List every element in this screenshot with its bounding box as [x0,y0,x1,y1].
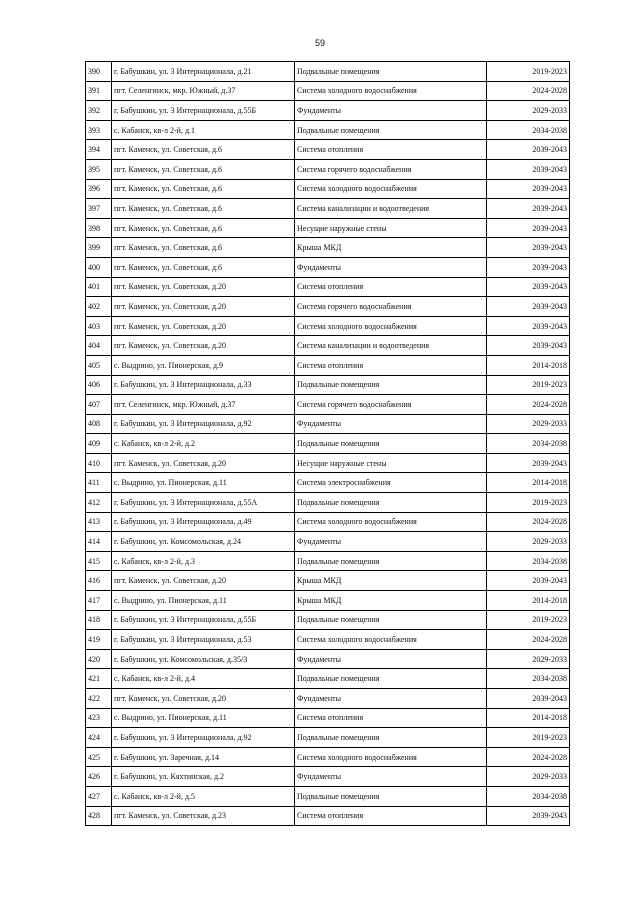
address-cell: с. Выдрино, ул. Пионерская, д.11 [112,473,295,493]
row-number-cell: 412 [86,493,112,513]
row-number-cell: 410 [86,453,112,473]
table-row [86,806,570,826]
capital-repair-table [85,61,570,826]
period-cell: 2029-2033 [487,767,570,787]
table-row [86,101,570,121]
row-number-cell: 417 [86,591,112,611]
table-row [86,493,570,513]
address-cell: с. Выдрино, ул. Пионерская, д.11 [112,708,295,728]
period-cell: 2039-2043 [487,179,570,199]
address-cell: с. Выдрино, ул. Пионерская, д.9 [112,355,295,375]
address-cell: пгт. Каменск, ул. Советская, д.6 [112,218,295,238]
table-row [86,336,570,356]
address-cell: пгт. Каменск, ул. Советская, д.20 [112,316,295,336]
work-type-cell: Фундаменты [295,532,487,552]
period-cell: 2039-2043 [487,336,570,356]
row-number-cell: 404 [86,336,112,356]
work-type-cell: Фундаменты [295,649,487,669]
row-number-cell: 414 [86,532,112,552]
period-cell: 2039-2043 [487,453,570,473]
address-cell: пгт. Селенгинск, мкр. Южный, д.37 [112,395,295,415]
address-cell: пгт. Каменск, ул. Советская, д.6 [112,199,295,219]
period-cell: 2034-2038 [487,551,570,571]
address-cell: с. Выдрино, ул. Пионерская, д.11 [112,591,295,611]
period-cell: 2029-2033 [487,532,570,552]
period-cell: 2019-2023 [487,610,570,630]
work-type-cell: Несущие наружные стены [295,218,487,238]
period-cell: 2039-2043 [487,806,570,826]
period-cell: 2024-2028 [487,747,570,767]
row-number-cell: 422 [86,689,112,709]
period-cell: 2039-2043 [487,571,570,591]
row-number-cell: 425 [86,747,112,767]
row-number-cell: 406 [86,375,112,395]
row-number-cell: 392 [86,101,112,121]
table-body [86,62,570,826]
table-row [86,551,570,571]
row-number-cell: 398 [86,218,112,238]
row-number-cell: 393 [86,120,112,140]
work-type-cell: Система электроснабжения [295,473,487,493]
address-cell: г. Бабушкин, ул. 3 Интернационала, д.92 [112,414,295,434]
table-row [86,649,570,669]
row-number-cell: 390 [86,62,112,82]
address-cell: г. Бабушкин, ул. 3 Интернационала, д.55А [112,493,295,513]
period-cell: 2014-2018 [487,591,570,611]
row-number-cell: 427 [86,786,112,806]
period-cell: 2019-2023 [487,728,570,748]
table-row [86,81,570,101]
row-number-cell: 426 [86,767,112,787]
address-cell: пгт. Каменск, ул. Советская, д.23 [112,806,295,826]
period-cell: 2039-2043 [487,316,570,336]
table-row [86,747,570,767]
address-cell: г. Бабушкин, ул. 3 Интернационала, д.55Б [112,101,295,121]
table-row [86,591,570,611]
table-row [86,238,570,258]
period-cell: 2029-2033 [487,649,570,669]
period-cell: 2034-2038 [487,120,570,140]
period-cell: 2014-2018 [487,473,570,493]
row-number-cell: 421 [86,669,112,689]
period-cell: 2039-2043 [487,199,570,219]
period-cell: 2014-2018 [487,355,570,375]
table-row [86,355,570,375]
address-cell: пгт. Каменск, ул. Советская, д.6 [112,257,295,277]
work-type-cell: Система холодного водоснабжения [295,747,487,767]
work-type-cell: Система холодного водоснабжения [295,81,487,101]
work-type-cell: Подвальные помещения [295,786,487,806]
work-type-cell: Фундаменты [295,767,487,787]
row-number-cell: 428 [86,806,112,826]
address-cell: пгт. Селенгинск, мкр. Южный, д.37 [112,81,295,101]
table-row [86,297,570,317]
period-cell: 2024-2028 [487,395,570,415]
address-cell: с. Кабанск, кв-л 2-й, д.3 [112,551,295,571]
table-row [86,62,570,82]
work-type-cell: Система горячего водоснабжения [295,395,487,415]
work-type-cell: Система канализации и водоотведения [295,336,487,356]
address-cell: пгт. Каменск, ул. Советская, д.6 [112,179,295,199]
row-number-cell: 401 [86,277,112,297]
period-cell: 2024-2028 [487,630,570,650]
address-cell: с. Кабанск, кв-л 2-й, д.1 [112,120,295,140]
table-row [86,453,570,473]
row-number-cell: 407 [86,395,112,415]
page-number: 59 [314,38,325,48]
work-type-cell: Крыша МКД [295,571,487,591]
address-cell: пгт. Каменск, ул. Советская, д.6 [112,159,295,179]
period-cell: 2014-2018 [487,708,570,728]
address-cell: г. Бабушкин, ул. Кяхтинская, д.2 [112,767,295,787]
table-row [86,120,570,140]
work-type-cell: Подвальные помещения [295,728,487,748]
period-cell: 2019-2023 [487,493,570,513]
address-cell: пгт. Каменск, ул. Советская, д.20 [112,297,295,317]
row-number-cell: 413 [86,512,112,532]
table-row [86,630,570,650]
address-cell: г. Бабушкин, ул. Заречная, д.14 [112,747,295,767]
table-row [86,179,570,199]
address-cell: г. Бабушкин, ул. Комсомольская, д.24 [112,532,295,552]
work-type-cell: Подвальные помещения [295,551,487,571]
address-cell: пгт. Каменск, ул. Советская, д.20 [112,571,295,591]
address-cell: г. Бабушкин, ул. 3 Интернационала, д.49 [112,512,295,532]
work-type-cell: Система отопления [295,140,487,160]
row-number-cell: 403 [86,316,112,336]
work-type-cell: Система горячего водоснабжения [295,297,487,317]
work-type-cell: Система отопления [295,806,487,826]
address-cell: с. Кабанск, кв-л 2-й, д.4 [112,669,295,689]
period-cell: 2034-2038 [487,434,570,454]
address-cell: пгт. Каменск, ул. Советская, д.6 [112,238,295,258]
address-cell: пгт. Каменск, ул. Советская, д.20 [112,689,295,709]
address-cell: пгт. Каменск, ул. Советская, д.6 [112,140,295,160]
table-row [86,199,570,219]
address-cell: г. Бабушкин, ул. 3 Интернационала, д.33 [112,375,295,395]
period-cell: 2039-2043 [487,159,570,179]
table-row [86,571,570,591]
row-number-cell: 423 [86,708,112,728]
period-cell: 2039-2043 [487,140,570,160]
work-type-cell: Подвальные помещения [295,375,487,395]
row-number-cell: 400 [86,257,112,277]
table-row [86,689,570,709]
work-type-cell: Система холодного водоснабжения [295,316,487,336]
address-cell: с. Кабанск, кв-л 2-й, д.5 [112,786,295,806]
row-number-cell: 424 [86,728,112,748]
address-cell: г. Бабушкин, ул. 3 Интернационала, д.55Б [112,610,295,630]
row-number-cell: 395 [86,159,112,179]
table-row [86,532,570,552]
work-type-cell: Система горячего водоснабжения [295,159,487,179]
work-type-cell: Система отопления [295,355,487,375]
address-cell: г. Бабушкин, ул. 3 Интернационала, д.53 [112,630,295,650]
period-cell: 2024-2028 [487,512,570,532]
table-row [86,159,570,179]
row-number-cell: 397 [86,199,112,219]
row-number-cell: 391 [86,81,112,101]
address-cell: пгт. Каменск, ул. Советская, д.20 [112,336,295,356]
table-row [86,473,570,493]
table-row [86,218,570,238]
work-type-cell: Система канализации и водоотведения [295,199,487,219]
address-cell: с. Кабанск, кв-л 2-й, д.2 [112,434,295,454]
work-type-cell: Подвальные помещения [295,669,487,689]
work-type-cell: Подвальные помещения [295,610,487,630]
work-type-cell: Система холодного водоснабжения [295,179,487,199]
row-number-cell: 402 [86,297,112,317]
table-row [86,512,570,532]
address-cell: пгт. Каменск, ул. Советская, д.20 [112,453,295,473]
row-number-cell: 411 [86,473,112,493]
period-cell: 2034-2038 [487,669,570,689]
work-type-cell: Крыша МКД [295,591,487,611]
table-row [86,140,570,160]
period-cell: 2034-2038 [487,786,570,806]
table-row [86,728,570,748]
period-cell: 2039-2043 [487,689,570,709]
table-row [86,277,570,297]
table-row [86,316,570,336]
row-number-cell: 396 [86,179,112,199]
address-cell: пгт. Каменск, ул. Советская, д.20 [112,277,295,297]
table-row [86,610,570,630]
work-type-cell: Несущие наружные стены [295,453,487,473]
table-row [86,257,570,277]
work-type-cell: Крыша МКД [295,238,487,258]
address-cell: г. Бабушкин, ул. 3 Интернационала, д.92 [112,728,295,748]
table-row [86,767,570,787]
work-type-cell: Фундаменты [295,414,487,434]
work-type-cell: Подвальные помещения [295,120,487,140]
row-number-cell: 416 [86,571,112,591]
table-row [86,708,570,728]
row-number-cell: 418 [86,610,112,630]
period-cell: 2019-2023 [487,375,570,395]
row-number-cell: 420 [86,649,112,669]
period-cell: 2039-2043 [487,297,570,317]
period-cell: 2019-2023 [487,62,570,82]
work-type-cell: Фундаменты [295,689,487,709]
work-type-cell: Система отопления [295,708,487,728]
work-type-cell: Подвальные помещения [295,434,487,454]
table-row [86,669,570,689]
row-number-cell: 399 [86,238,112,258]
row-number-cell: 409 [86,434,112,454]
work-type-cell: Фундаменты [295,101,487,121]
period-cell: 2039-2043 [487,257,570,277]
address-cell: г. Бабушкин, ул. Комсомольская, д.35/3 [112,649,295,669]
row-number-cell: 394 [86,140,112,160]
work-type-cell: Система холодного водоснабжения [295,512,487,532]
table-row [86,434,570,454]
address-cell: г. Бабушкин, ул. 3 Интернационала, д.21 [112,62,295,82]
work-type-cell: Подвальные помещения [295,62,487,82]
table-row [86,375,570,395]
period-cell: 2029-2033 [487,414,570,434]
table-row [86,395,570,415]
period-cell: 2039-2043 [487,238,570,258]
period-cell: 2039-2043 [487,277,570,297]
row-number-cell: 415 [86,551,112,571]
work-type-cell: Система отопления [295,277,487,297]
work-type-cell: Фундаменты [295,257,487,277]
period-cell: 2024-2028 [487,81,570,101]
row-number-cell: 419 [86,630,112,650]
work-type-cell: Система холодного водоснабжения [295,630,487,650]
row-number-cell: 408 [86,414,112,434]
row-number-cell: 405 [86,355,112,375]
table-row [86,786,570,806]
period-cell: 2039-2043 [487,218,570,238]
table-row [86,414,570,434]
work-type-cell: Подвальные помещения [295,493,487,513]
period-cell: 2029-2033 [487,101,570,121]
